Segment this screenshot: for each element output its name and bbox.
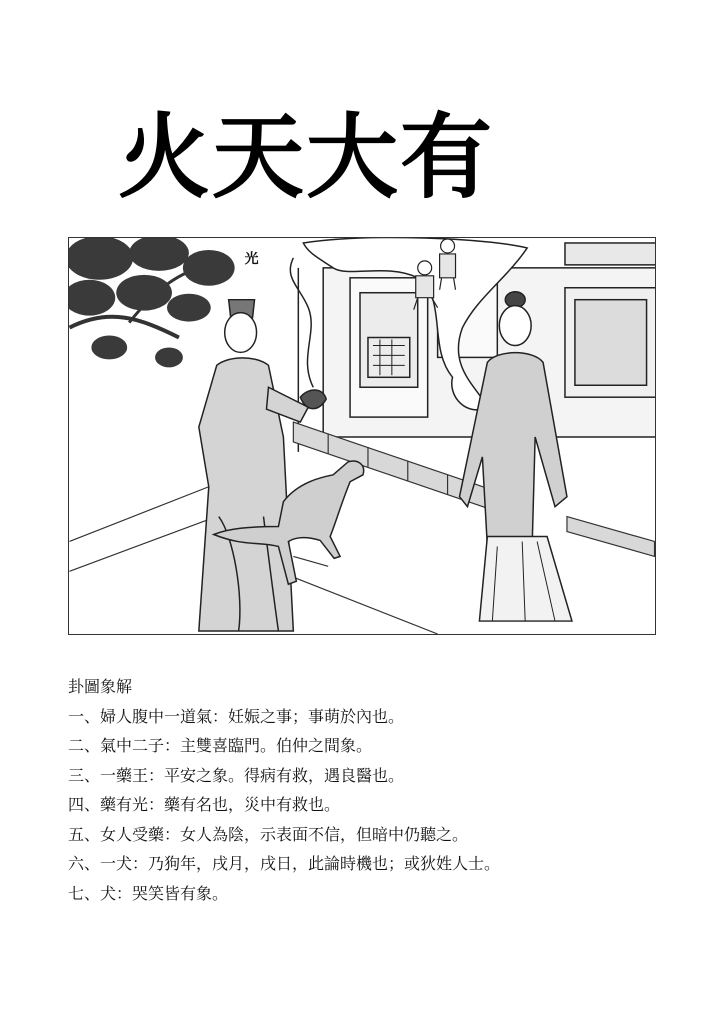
note-item-1: 一、婦人腹中一道氣：妊娠之事；事萌於內也。 (68, 706, 405, 726)
page-title: 火天大有 (118, 104, 495, 211)
note-item-4: 四、藥有光：藥有名也，災中有救也。 (68, 795, 341, 814)
interpretation-notes (68, 672, 668, 908)
notes-heading: 卦圖象解 (68, 677, 133, 696)
tree (69, 238, 235, 367)
note-item-7: 七、犬：哭笑皆有象。 (68, 883, 229, 903)
hexagram-illustration (68, 237, 656, 635)
note-item-3: 三、一藥王：平安之象。得病有救，遇良醫也。 (68, 765, 405, 785)
label-guang: 光 (244, 250, 259, 267)
note-item-6: 六、一犬：乃狗年，戌月，戌日，此論時機也；或狄姓人士。 (68, 854, 501, 873)
medicine-king (199, 300, 326, 631)
note-item-5: 五、女人受藥：女人為陰，示表面不信，但暗中仍聽之。 (68, 824, 469, 844)
note-item-2: 二、氣中二子：主雙喜臨門。伯仲之間象。 (68, 736, 373, 755)
illustration-drawing (69, 238, 655, 634)
